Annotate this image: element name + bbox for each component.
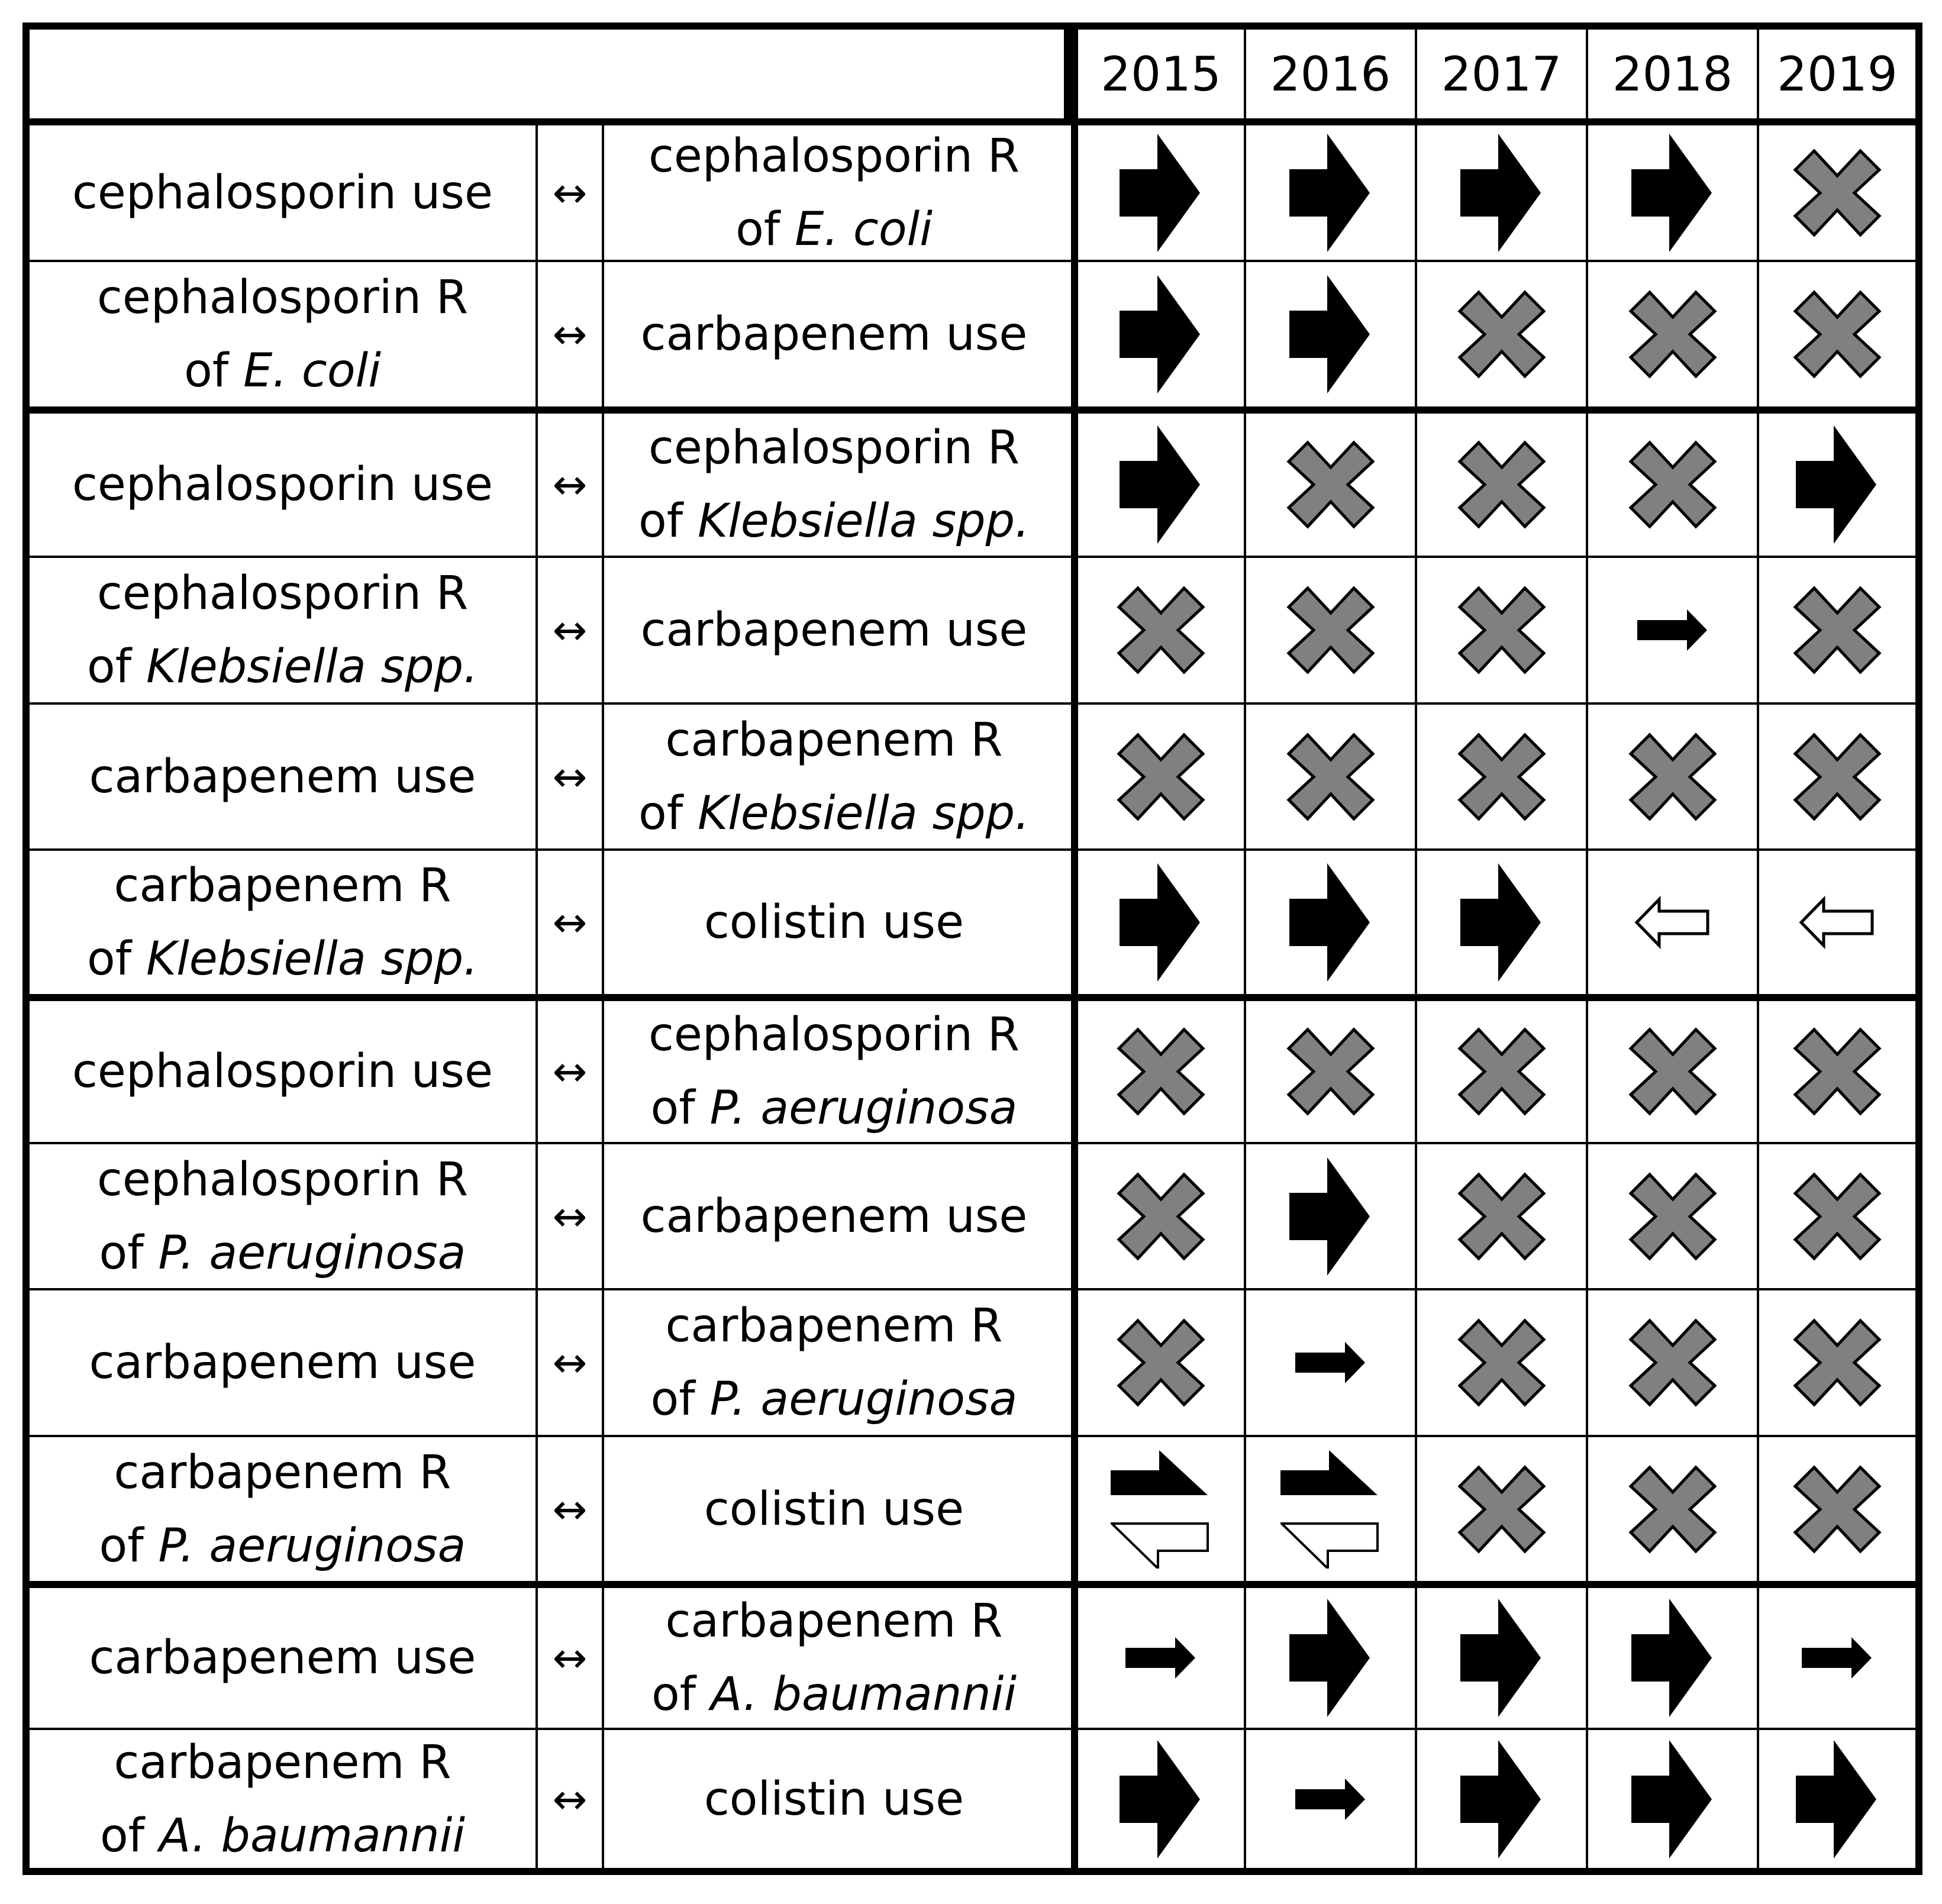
variable-b-label: carbapenem R of Klebsiella spp. (638, 713, 1030, 840)
variable-a-cell (30, 1144, 535, 1288)
table-row (30, 1581, 1915, 1728)
result-cell-2015 (1071, 705, 1244, 848)
result-cell-2019 (1757, 1290, 1915, 1435)
x-gray-icon (1628, 1172, 1717, 1261)
column-separator (1064, 30, 1071, 118)
variable-a-label: cephalosporin R of Klebsiella spp. (87, 567, 478, 693)
bidirectional-connector-icon: ↔ (535, 414, 604, 556)
x-gray-icon (1457, 1465, 1546, 1554)
variable-b-cell (604, 1144, 1064, 1288)
variable-b-cell (604, 125, 1064, 260)
variable-b-cell (604, 1588, 1064, 1728)
result-cell-2015 (1071, 1437, 1244, 1581)
result-cell-2018 (1586, 125, 1757, 260)
result-cell-2016 (1244, 1730, 1415, 1868)
variable-b-cell (604, 558, 1064, 702)
result-cell-2017 (1415, 1290, 1586, 1435)
x-gray-icon (1793, 1027, 1882, 1116)
year-header-2015: 2015 (1071, 30, 1244, 118)
bidirectional-connector-icon: ↔ (535, 705, 604, 848)
variable-b-label: cephalosporin R of P. aeruginosa (648, 1008, 1020, 1135)
variable-b-label: carbapenem use (640, 604, 1028, 657)
variable-b-label: carbapenem R of P. aeruginosa (650, 1299, 1018, 1426)
table-row (30, 1728, 1915, 1868)
variable-b-label: carbapenem use (640, 308, 1028, 361)
x-gray-icon (1793, 290, 1882, 379)
variable-a-cell (30, 558, 535, 702)
variable-b-label: cephalosporin R of E. coli (648, 129, 1020, 256)
table-row (30, 118, 1915, 260)
bidirectional-connector-icon: ↔ (535, 125, 604, 260)
x-gray-icon (1117, 586, 1205, 675)
result-cell-2015 (1071, 125, 1244, 260)
x-gray-icon (1628, 290, 1717, 379)
arrow-right-large-icon (1289, 275, 1372, 393)
x-gray-icon (1628, 1318, 1717, 1407)
organism-name: A. baumannii (710, 1668, 1017, 1721)
result-cell-2019 (1757, 1437, 1915, 1581)
variable-a-cell (30, 1588, 535, 1728)
result-cell-2015 (1071, 1144, 1244, 1288)
x-gray-icon (1628, 732, 1717, 821)
variable-b-label: colistin use (704, 1482, 964, 1536)
year-header-2019: 2019 (1757, 30, 1915, 118)
result-cell-2017 (1415, 851, 1586, 994)
result-cell-2017 (1415, 1001, 1586, 1142)
arrow-right-large-icon (1120, 275, 1202, 393)
x-gray-icon (1286, 586, 1375, 675)
arrow-right-small-icon (1802, 1637, 1873, 1679)
result-cell-2017 (1415, 705, 1586, 848)
variable-a-cell (30, 125, 535, 260)
organism-name: E. coli (795, 202, 933, 256)
result-cell-2015 (1071, 1001, 1244, 1142)
table-row (30, 848, 1915, 994)
x-gray-icon (1117, 732, 1205, 821)
variable-b-cell (604, 851, 1064, 994)
result-cell-2015 (1071, 558, 1244, 702)
x-gray-icon (1628, 1465, 1717, 1554)
arrow-right-large-icon (1289, 134, 1372, 252)
result-cell-2019 (1757, 705, 1915, 848)
result-cell-2015 (1071, 1588, 1244, 1728)
x-gray-icon (1457, 732, 1546, 821)
result-cell-2019 (1757, 1001, 1915, 1142)
variable-a-label: cephalosporin use (72, 458, 493, 511)
result-cell-2016 (1244, 705, 1415, 848)
organism-name: Klebsiella spp. (146, 640, 478, 693)
x-gray-icon (1286, 440, 1375, 529)
result-cell-2018 (1586, 1144, 1757, 1288)
bidirectional-connector-icon: ↔ (535, 1290, 604, 1435)
arrow-right-large-icon (1460, 1740, 1543, 1858)
arrow-right-large-icon (1120, 425, 1202, 544)
x-gray-icon (1457, 586, 1546, 675)
year-header-2018: 2018 (1586, 30, 1757, 118)
arrow-right-large-icon (1631, 1599, 1714, 1717)
variable-a-label: carbapenem R of Klebsiella spp. (87, 859, 478, 986)
bidirectional-connector-icon: ↔ (535, 851, 604, 994)
variable-b-cell (604, 1001, 1064, 1142)
organism-name: Klebsiella spp. (697, 495, 1030, 548)
result-cell-2017 (1415, 1437, 1586, 1581)
result-cell-2015 (1071, 1290, 1244, 1435)
bidirectional-connector-icon: ↔ (535, 558, 604, 702)
arrow-left-outline-icon (1799, 896, 1876, 949)
result-cell-2016 (1244, 414, 1415, 556)
variable-b-cell (604, 1290, 1064, 1435)
table-row (30, 556, 1915, 702)
variable-a-cell (30, 1290, 535, 1435)
bidirectional-connector-icon: ↔ (535, 1001, 604, 1142)
variable-a-label: carbapenem use (89, 1336, 476, 1389)
x-gray-icon (1457, 1318, 1546, 1407)
arrow-right-large-icon (1460, 134, 1543, 252)
variable-b-label: carbapenem R of A. baumannii (651, 1595, 1017, 1721)
arrow-right-large-icon (1460, 1599, 1543, 1717)
variable-a-cell (30, 1437, 535, 1581)
x-gray-icon (1628, 1027, 1717, 1116)
variable-a-label: cephalosporin use (72, 1045, 493, 1098)
variable-a-label: carbapenem use (89, 750, 476, 803)
organism-name: P. aeruginosa (709, 1373, 1018, 1426)
variable-b-cell (604, 1730, 1064, 1868)
bidirectional-half-arrows-icon (1111, 1450, 1211, 1569)
result-cell-2017 (1415, 1588, 1586, 1728)
x-gray-icon (1286, 732, 1375, 821)
result-cell-2019 (1757, 1144, 1915, 1288)
variable-a-label: cephalosporin R of E. coli (96, 271, 469, 398)
result-cell-2015 (1071, 414, 1244, 556)
variable-b-cell (604, 1437, 1064, 1581)
variable-a-label: carbapenem R of A. baumannii (99, 1735, 466, 1863)
result-cell-2016 (1244, 1437, 1415, 1581)
arrow-right-large-icon (1120, 863, 1202, 982)
variable-b-label: cephalosporin R of Klebsiella spp. (638, 421, 1030, 548)
x-gray-icon (1457, 1172, 1546, 1261)
arrow-right-large-icon (1120, 1740, 1202, 1858)
table-row (30, 994, 1915, 1142)
table-row (30, 406, 1915, 556)
variable-a-cell (30, 262, 535, 406)
variable-b-label: carbapenem use (640, 1189, 1028, 1243)
result-cell-2018 (1586, 1001, 1757, 1142)
variable-a-cell (30, 1730, 535, 1868)
arrow-right-small-icon (1637, 609, 1708, 651)
x-gray-icon (1457, 1027, 1546, 1116)
arrow-right-large-icon (1289, 863, 1372, 982)
result-cell-2018 (1586, 1290, 1757, 1435)
bidirectional-connector-icon: ↔ (535, 1144, 604, 1288)
organism-name: E. coli (243, 344, 381, 398)
organism-name: P. aeruginosa (158, 1226, 466, 1280)
result-cell-2018 (1586, 414, 1757, 556)
variable-a-label: carbapenem use (89, 1631, 476, 1684)
table-row (30, 702, 1915, 848)
result-cell-2019 (1757, 125, 1915, 260)
organism-name: P. aeruginosa (158, 1519, 466, 1573)
result-cell-2017 (1415, 1144, 1586, 1288)
result-cell-2016 (1244, 1290, 1415, 1435)
variable-a-cell (30, 851, 535, 994)
arrow-right-large-icon (1120, 134, 1202, 252)
arrow-right-small-icon (1295, 1342, 1366, 1383)
variable-b-cell (604, 262, 1064, 406)
x-gray-icon (1117, 1172, 1205, 1261)
variable-a-cell (30, 705, 535, 848)
result-cell-2019 (1757, 558, 1915, 702)
arrow-right-large-icon (1631, 134, 1714, 252)
result-cell-2016 (1244, 851, 1415, 994)
result-cell-2018 (1586, 1437, 1757, 1581)
arrow-left-outline-icon (1634, 896, 1711, 949)
result-cell-2016 (1244, 558, 1415, 702)
table-row (30, 260, 1915, 406)
result-cell-2016 (1244, 1144, 1415, 1288)
result-cell-2018 (1586, 558, 1757, 702)
x-gray-icon (1117, 1027, 1205, 1116)
x-gray-icon (1793, 1465, 1882, 1554)
x-gray-icon (1286, 1027, 1375, 1116)
variable-a-label: cephalosporin use (72, 166, 493, 220)
variable-a-cell (30, 414, 535, 556)
x-gray-icon (1793, 1318, 1882, 1407)
variable-b-label: colistin use (704, 896, 964, 949)
arrow-right-small-icon (1125, 1637, 1196, 1679)
arrow-right-large-icon (1796, 1740, 1879, 1858)
result-cell-2015 (1071, 262, 1244, 406)
x-gray-icon (1793, 732, 1882, 821)
result-cell-2017 (1415, 558, 1586, 702)
result-cell-2019 (1757, 262, 1915, 406)
result-cell-2015 (1071, 851, 1244, 994)
bidirectional-connector-icon: ↔ (535, 262, 604, 406)
variable-b-cell (604, 414, 1064, 556)
result-cell-2015 (1071, 1730, 1244, 1868)
arrow-right-large-icon (1460, 863, 1543, 982)
arrow-right-large-icon (1796, 425, 1879, 544)
variable-a-cell (30, 1001, 535, 1142)
variable-a-label: cephalosporin R of P. aeruginosa (96, 1153, 469, 1280)
variable-b-cell (604, 705, 1064, 848)
arrow-right-large-icon (1631, 1740, 1714, 1858)
organism-name: A. baumannii (159, 1809, 466, 1863)
arrow-right-large-icon (1289, 1599, 1372, 1717)
relationship-table (22, 22, 1922, 1875)
bidirectional-connector-icon: ↔ (535, 1588, 604, 1728)
x-gray-icon (1457, 290, 1546, 379)
arrow-right-large-icon (1289, 1157, 1372, 1276)
table-header (30, 30, 1915, 125)
table-row (30, 1435, 1915, 1581)
result-cell-2019 (1757, 414, 1915, 556)
bidirectional-half-arrows-icon (1280, 1450, 1381, 1569)
x-gray-icon (1457, 440, 1546, 529)
year-header-2017: 2017 (1415, 30, 1586, 118)
result-cell-2018 (1586, 262, 1757, 406)
variable-b-label: colistin use (704, 1772, 964, 1826)
arrow-right-small-icon (1295, 1779, 1366, 1820)
table-row (30, 1288, 1915, 1435)
x-gray-icon (1628, 440, 1717, 529)
result-cell-2018 (1586, 1588, 1757, 1728)
variable-a-label: carbapenem R of P. aeruginosa (99, 1445, 466, 1573)
result-cell-2018 (1586, 705, 1757, 848)
x-gray-icon (1117, 1318, 1205, 1407)
result-cell-2019 (1757, 851, 1915, 994)
organism-name: Klebsiella spp. (146, 932, 478, 986)
result-cell-2016 (1244, 262, 1415, 406)
result-cell-2019 (1757, 1730, 1915, 1868)
result-cell-2017 (1415, 125, 1586, 260)
organism-name: P. aeruginosa (709, 1082, 1018, 1135)
table-row (30, 1142, 1915, 1288)
result-cell-2016 (1244, 1588, 1415, 1728)
result-cell-2017 (1415, 262, 1586, 406)
result-cell-2016 (1244, 1001, 1415, 1142)
x-gray-icon (1793, 1172, 1882, 1261)
result-cell-2017 (1415, 414, 1586, 556)
organism-name: Klebsiella spp. (697, 786, 1030, 840)
bidirectional-connector-icon: ↔ (535, 1730, 604, 1868)
result-cell-2018 (1586, 1730, 1757, 1868)
bidirectional-connector-icon: ↔ (535, 1437, 604, 1581)
year-header-2016: 2016 (1244, 30, 1415, 118)
result-cell-2017 (1415, 1730, 1586, 1868)
x-gray-icon (1793, 149, 1882, 237)
x-gray-icon (1793, 586, 1882, 675)
result-cell-2016 (1244, 125, 1415, 260)
result-cell-2018 (1586, 851, 1757, 994)
result-cell-2019 (1757, 1588, 1915, 1728)
